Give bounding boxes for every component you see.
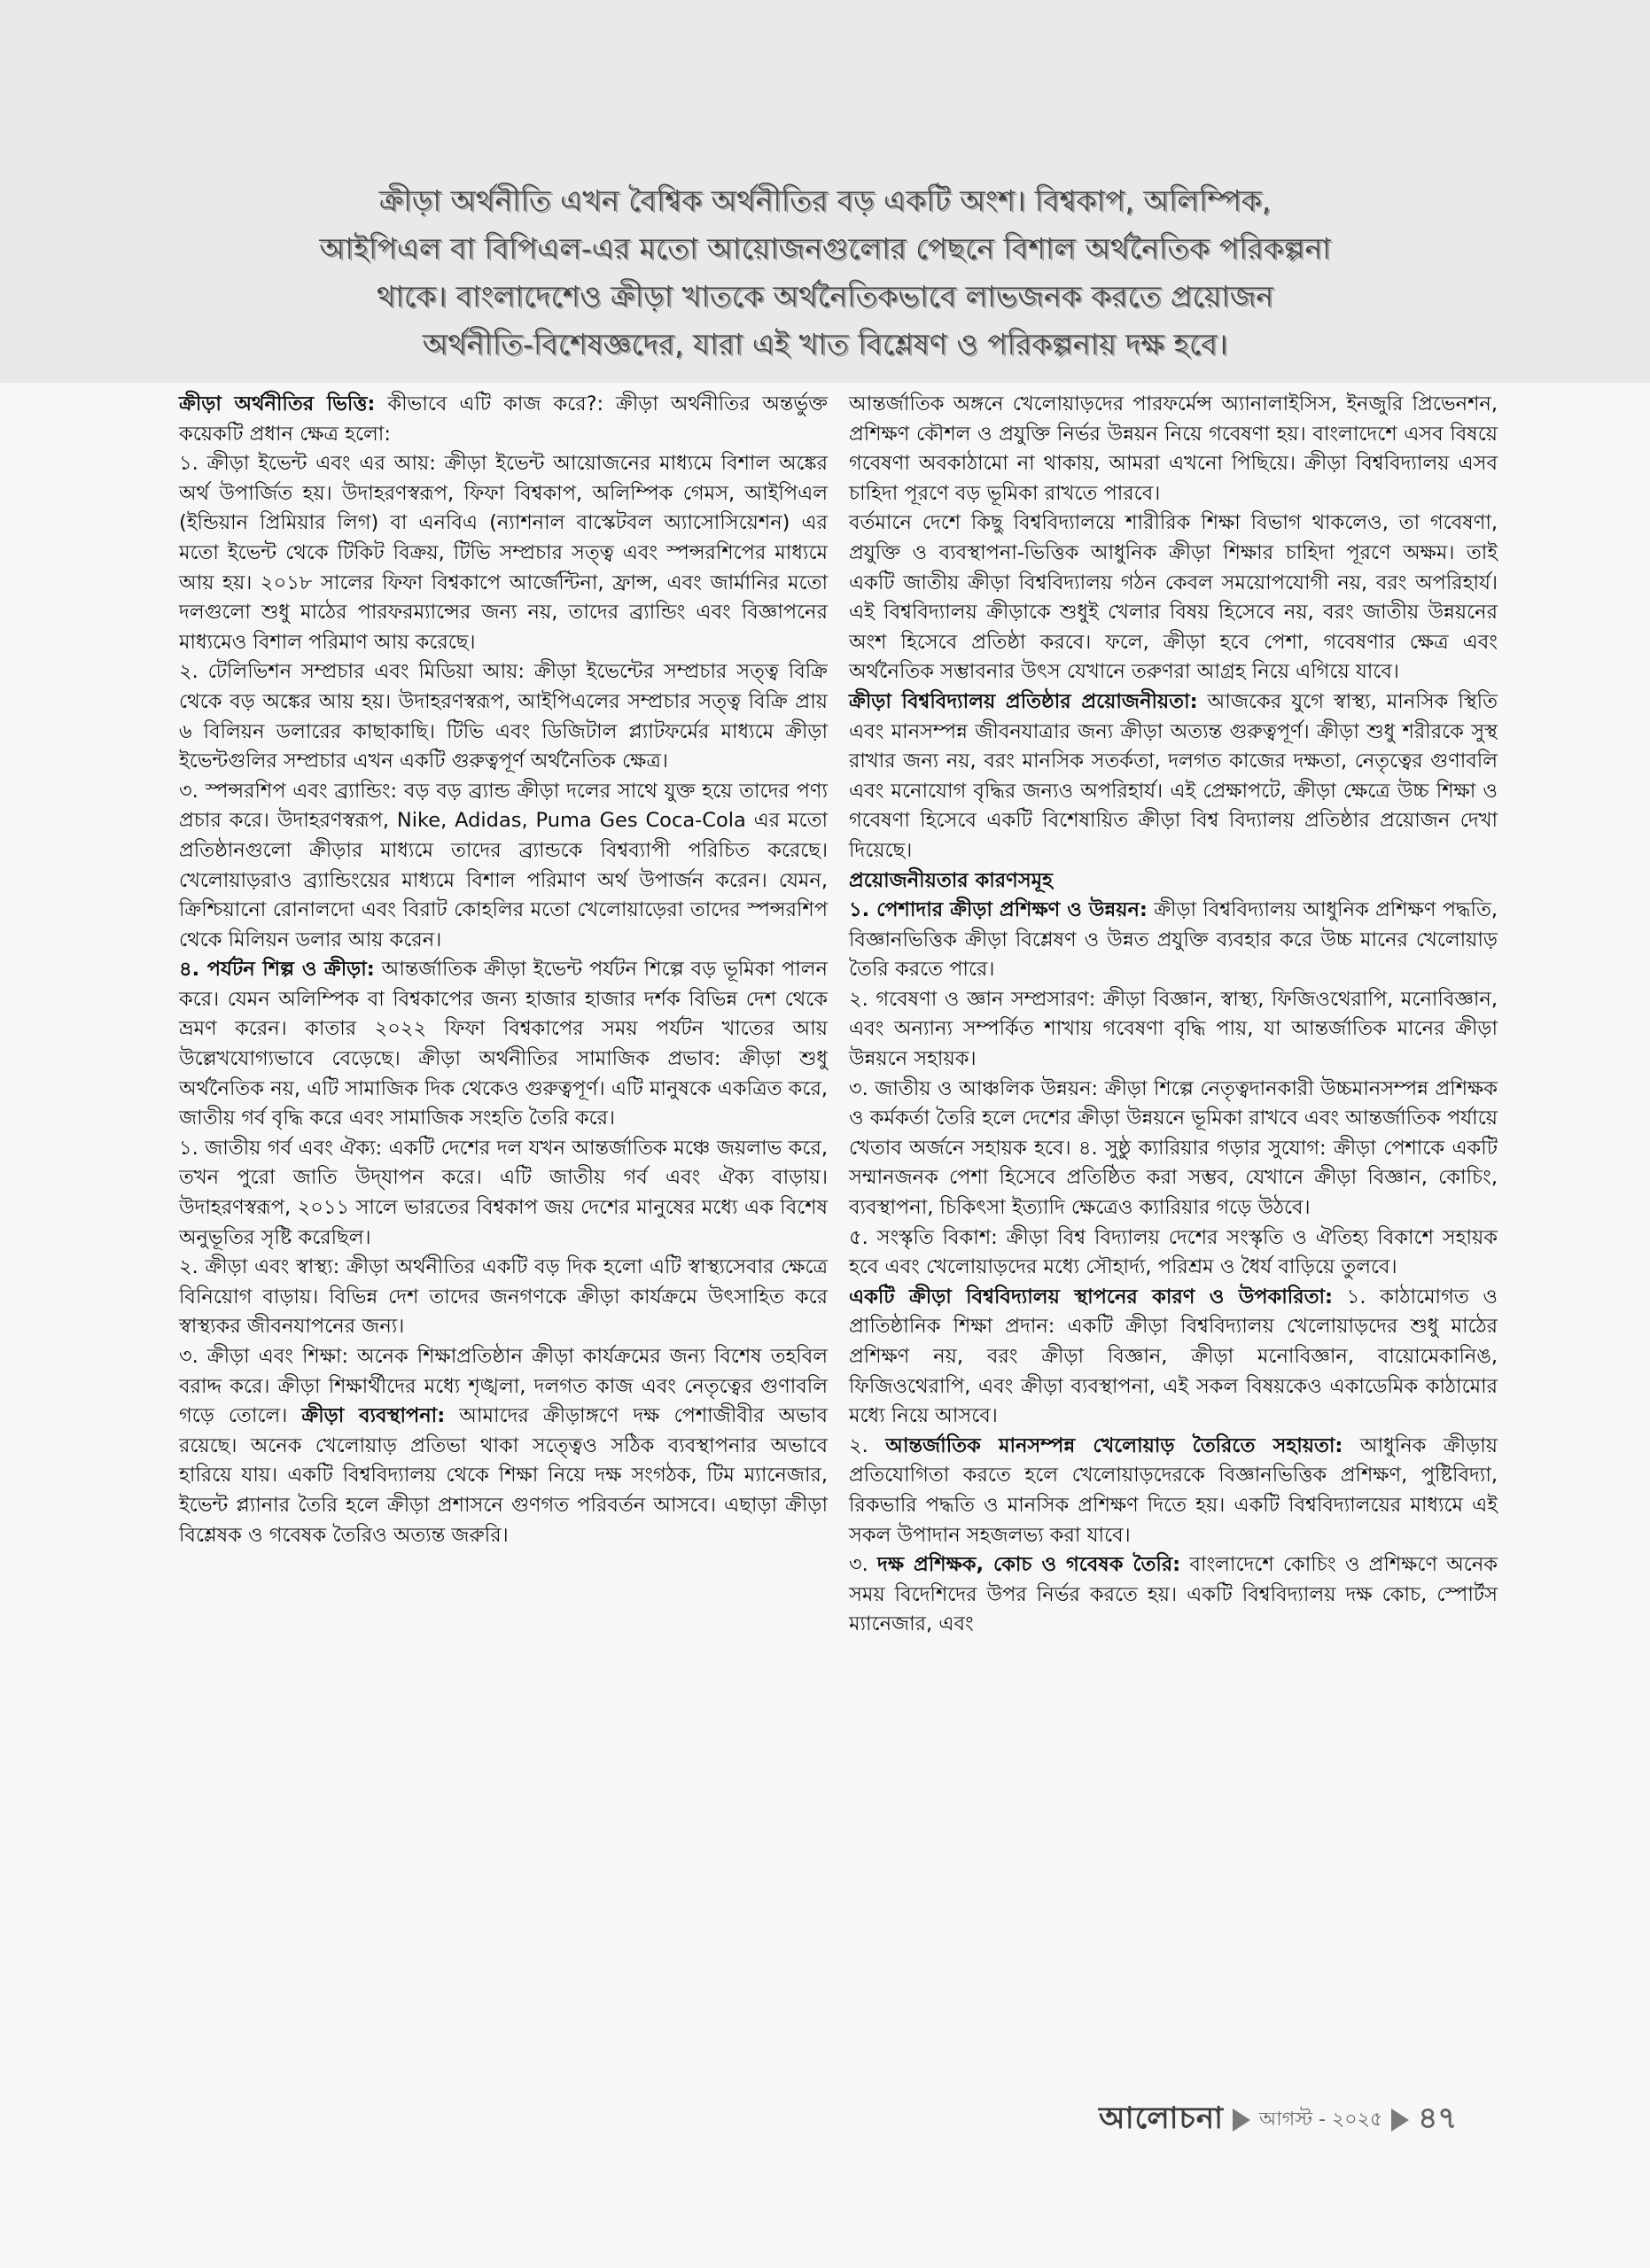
deck-line: থাকে। বাংলাদেশেও ক্রীড়া খাতকে অর্থনৈতিকভাবে লাভজনক করতে প্রয়োজন bbox=[376, 279, 1274, 314]
issue-date: আগস্ট - ২০২৫ bbox=[1259, 2108, 1383, 2131]
paragraph bbox=[179, 955, 828, 1134]
magazine-logo: আলোচনা bbox=[1099, 2100, 1225, 2136]
paragraph bbox=[849, 896, 1498, 985]
deck-line: ক্রীড়া অর্থনীতি এখন বৈশ্বিক অর্থনীতির বড় একটি অংশ। বিশ্বকাপ, অলিম্পিক, bbox=[378, 183, 1272, 218]
paragraph-text: ক্রীড়া বিশ্ববিদ্যালয় আধুনিক প্রশিক্ষণ পদ্ধতি, বিজ্ঞানভিত্তিক ক্রীড়া বিশ্লেষণ ও উন্নত প্রযুক্তি ব্যবহার করে উচ্চ মানের খেলোয়াড় তৈরি করতে পারে। bbox=[849, 898, 1498, 982]
page-number: ৪৭ bbox=[1418, 2100, 1458, 2136]
paragraph-text: ১. কাঠামোগত ও প্রাতিষ্ঠানিক শিক্ষা প্রদান: একটি ক্রীড়া বিশ্ববিদ্যালয় খেলোয়াড়দের শুধু মাঠের প্রশিক্ষণ নয়, বরং ক্রীড়া বিজ্ঞান, ক্রীড়া মনোবিজ্ঞান, বায়োমেকানিঙ, ফিজিওথেরাপি, এবং ক্রীড়া ব্যবস্থাপনা, এই সকল বিষয়কেও একাডেমিক কাঠামোর মধ্যে নিয়ে আসবে। bbox=[849, 1285, 1498, 1428]
right-column bbox=[849, 390, 1498, 1640]
paragraph-text: বাংলাদেশে কোচিং ও প্রশিক্ষণে অনেক সময় বিদেশিদের উপর নির্ভর করতে হয়। একটি বিশ্ববিদ্যালয় দক্ষ কোচ, স্পোর্টস ম্যানেজার, এবং bbox=[849, 1553, 1498, 1636]
paragraph bbox=[849, 866, 1498, 897]
deck-text bbox=[222, 177, 1428, 369]
paragraph: ৩. জাতীয় ও আঞ্চলিক উন্নয়ন: ক্রীড়া শিল্পে নেতৃত্বদানকারী উচ্চমানসম্পন্ন প্রশিক্ষক ও কর্মকর্তা তৈরি হলে দেশের ক্রীড়া উন্নয়নে ভূমিকা রাখবে এবং আন্তর্জাতিক পর্যায়ে খেতাব অর্জনে সহায়ক হবে। ৪. সুষ্ঠু ক্যারিয়ার গড়ার সুযোগ: ক্রীড়া পেশাকে একটি সম্মানজনক পেশা হিসেবে প্রতিষ্ঠিত করা সম্ভব, যেখানে ক্রীড়া বিজ্ঞান, কোচিং, ব্যবস্থাপনা, চিকিৎসা ইত্যাদি ক্ষেত্রেও ক্যারিয়ার গড়ে উঠবে। bbox=[849, 1076, 1498, 1220]
triangle-right-icon bbox=[1233, 2109, 1250, 2132]
paragraph-text: ৩. ক্রীড়া এবং শিক্ষা: অনেক শিক্ষাপ্রতিষ্ঠান ক্রীড়া কার্যক্রমের জন্য বিশেষ তহবিল বরাদ্দ করে। ক্রীড়া শিক্ষার্থীদের মধ্যে শৃঙ্খলা, দলগত কাজ এবং নেতৃত্বের গুণাবলি গড়ে তোলে। bbox=[179, 1345, 828, 1428]
deck-banner bbox=[0, 0, 1650, 383]
section-heading: আন্তর্জাতিক মানসম্পন্ন খেলোয়াড় তৈরিতে সহায়তা: bbox=[885, 1433, 1343, 1457]
paragraph: ২. টেলিভিশন সম্প্রচার এবং মিডিয়া আয়: ক্রীড়া ইভেন্টের সম্প্রচার সত্ত্ব বিক্রি থেকে বড় অঙ্কের আয় হয়। উদাহরণস্বরূপ, আইপিএলের সম্প্রচার সত্ত্ব বিক্রি প্রায় ৬ বিলিয়ন ডলারের কাছাকাছি। টিভি এবং ডিজিটাল প্ল্যাটফর্মের মাধ্যমে ক্রীড়া ইভেন্টগুলির সম্প্রচার এখন একটি গুরুত্বপূর্ণ অর্থনৈতিক ক্ষেত্র। bbox=[179, 660, 828, 773]
paragraph bbox=[179, 390, 828, 449]
page-footer bbox=[1099, 2098, 1506, 2142]
paragraph: ১. জাতীয় গর্ব এবং ঐক্য: একটি দেশের দল যখন আন্তর্জাতিক মঞ্চে জয়লাভ করে, তখন পুরো জাতি উদ্‌যাপন করে। এটি জাতীয় গর্ব এবং ঐক্য বাড়ায়। উদাহরণস্বরূপ, ২০১১ সালে ভারতের বিশ্বকাপ জয় দেশের মানুষের মধ্যে এক বিশেষ অনুভূতির সৃষ্টি করেছিল। bbox=[179, 1136, 828, 1249]
paragraph bbox=[849, 1550, 1498, 1640]
paragraph: ৫. সংস্কৃতি বিকাশ: ক্রীড়া বিশ্ব বিদ্যালয় দেশের সংস্কৃতি ও ঐতিহ্য বিকাশে সহায়ক হবে এবং খেলোয়াড়দের মধ্যে সৌহার্দ্য, পরিশ্রম ও ধৈর্য বাড়িয়ে তুলবে। bbox=[849, 1225, 1498, 1279]
section-heading: ক্রীড়া অর্থনীতির ভিত্তি: bbox=[179, 392, 376, 416]
left-column bbox=[179, 390, 828, 1550]
section-heading: প্রয়োজনীয়তার কারণসমূহ bbox=[849, 868, 1053, 892]
deck-line: আইপিএল বা বিপিএল-এর মতো আয়োজনগুলোর পেছনে বিশাল অর্থনৈতিক পরিকল্পনা bbox=[319, 231, 1331, 266]
triangle-right-icon bbox=[1391, 2109, 1409, 2132]
paragraph bbox=[849, 1432, 1498, 1550]
paragraph: ১. ক্রীড়া ইভেন্ট এবং এর আয়: ক্রীড়া ইভেন্ট আয়োজনের মাধ্যমে বিশাল অঙ্কের অর্থ উপার্জিত হয়। উদাহরণস্বরূপ, ফিফা বিশ্বকাপ, অলিম্পিক গেমস, আইপিএল (ইন্ডিয়ান প্রিমিয়ার লিগ) বা এনবিএ (ন্যাশনাল বাস্কেটবল অ্যাসোসিয়েশন) এর মতো ইভেন্ট থেকে টিকিট বিক্রয়, টিভি সম্প্রচার সত্ত্ব এবং স্পন্সরশিপের মাধ্যমে আয় হয়। ২০১৮ সালের ফিফা বিশ্বকাপে আর্জেন্টিনা, ফ্রান্স, এবং জার্মানির মতো দলগুলো শুধু মাঠের পারফরম্যান্সের জন্য নয়, তাদের ব্র্যান্ডিং এবং বিজ্ঞাপনের মাধ্যমেও বিশাল পরিমাণ আয় করেছে। bbox=[179, 452, 828, 654]
paragraph bbox=[849, 687, 1498, 866]
paragraph-text: আমাদের ক্রীড়াঙ্গণে দক্ষ পেশাজীবীর অভাব রয়েছে। অনেক খেলোয়াড় প্রতিভা থাকা সত্ত্বেও সঠিক ব্যবস্থাপনার অভাবে হারিয়ে যায়। একটি বিশ্ববিদ্যালয় থেকে শিক্ষা নিয়ে দক্ষ সংগঠক, টিম ম্যানেজার, ইভেন্ট প্ল্যানার তৈরি হলে ক্রীড়া প্রশাসনে গুণগত পরিবর্তন আসবে। এছাড়া ক্রীড়া বিশ্লেষক ও গবেষক তৈরিও অত্যন্ত জরুরি। bbox=[179, 1404, 828, 1547]
section-heading: একটি ক্রীড়া বিশ্ববিদ্যালয় স্থাপনের কারণ ও উপকারিতা: bbox=[849, 1285, 1334, 1309]
paragraph: ৩. স্পন্সরশিপ এবং ব্র্যান্ডিং: বড় বড় ব্র্যান্ড ক্রীড়া দলের সাথে যুক্ত হয়ে তাদের পণ্য প্রচার করে। উদাহরণস্বরূপ, Nike, Adidas, Puma Ges Coca-Cola এর মতো প্রতিষ্ঠানগুলো ক্রীড়ার মাধ্যমে তাদের ব্র্যান্ডকে বিশ্বব্যাপী পরিচিত করেছে। খেলোয়াড়রাও ব্র্যান্ডিংয়ের মাধ্যমে বিশাল পরিমাণ অর্থ উপার্জন করেন। যেমন, ক্রিশ্চিয়ানো রোনালদো এবং বিরাট কোহলির মতো খেলোয়াড়েরা তাদের স্পন্সরশিপ থেকে মিলিয়ন ডলার আয় করেন। bbox=[179, 779, 828, 951]
paragraph-text: আজকের যুগে স্বাস্থ্য, মানসিক স্থিতি এবং মানসম্পন্ন জীবনযাত্রার জন্য ক্রীড়া অত্যন্ত গুরুত্বপূর্ণ। ক্রীড়া শুধু শরীরকে সুস্থ রাখার জন্য নয়, বরং মানসিক সতর্কতা, দলগত কাজের দক্ষতা, নেতৃত্বের গুণাবলি এবং মনোযোগ বৃদ্ধির জন্যও অপরিহার্য। এই প্রেক্ষাপটে, ক্রীড়া ক্ষেত্রে উচ্চ শিক্ষা ও গবেষণা হিসেবে একটি বিশেষায়িত ক্রীড়া বিশ্ব বিদ্যালয় প্রতিষ্ঠার প্রয়োজন দেখা দিয়েছে। bbox=[849, 689, 1498, 862]
list-number: ৩. bbox=[849, 1553, 878, 1577]
section-heading: ক্রীড়া বিশ্ববিদ্যালয় প্রতিষ্ঠার প্রয়োজনীয়তা: bbox=[849, 689, 1198, 713]
paragraph: ২. গবেষণা ও জ্ঞান সম্প্রসারণ: ক্রীড়া বিজ্ঞান, স্বাস্থ্য, ফিজিওথেরাপি, মনোবিজ্ঞান, এবং অন্যান্য সম্পর্কিত শাখায় গবেষণা বৃদ্ধি পায়, যা আন্তর্জাতিক মানের ক্রীড়া উন্নয়নে সহায়ক। bbox=[849, 987, 1498, 1071]
section-heading: ৪. পর্যটন শিল্প ও ক্রীড়া: bbox=[179, 958, 375, 982]
paragraph: আন্তর্জাতিক অঙ্গনে খেলোয়াড়দের পারফর্মেন্স অ্যানালাইসিস, ইনজুরি প্রিভেনশন, প্রশিক্ষণ কৌশল ও প্রযুক্তি নির্ভর উন্নয়ন নিয়ে গবেষণা হয়। বাংলাদেশে এসব বিষয়ে গবেষণা অবকাঠামো না থাকায়, আমরা এখনো পিছিয়ে। ক্রীড়া বিশ্ববিদ্যালয় এসব চাহিদা পূরণে বড় ভূমিকা রাখতে পারবে। bbox=[849, 392, 1498, 505]
paragraph: ২. ক্রীড়া এবং স্বাস্থ্য: ক্রীড়া অর্থনীতির একটি বড় দিক হলো এটি স্বাস্থ্যসেবার ক্ষেত্রে বিনিয়োগ বাড়ায়। বিভিন্ন দেশ তাদের জনগণকে ক্রীড়া কার্যক্রমে উৎসাহিত করে স্বাস্থ্যকর জীবনযাপনের জন্য। bbox=[179, 1255, 828, 1339]
paragraph: বর্তমানে দেশে কিছু বিশ্ববিদ্যালয়ে শারীরিক শিক্ষা বিভাগ থাকলেও, তা গবেষণা, প্রযুক্তি ও ব্যবস্থাপনা-ভিত্তিক আধুনিক ক্রীড়া শিক্ষার চাহিদা পূরণে অক্ষম। তাই একটি জাতীয় ক্রীড়া বিশ্ববিদ্যালয় গঠন কেবল সময়োপযোগী নয়, বরং অপরিহার্য। এই বিশ্ববিদ্যালয় ক্রীড়াকে শুধুই খেলার বিষয় হিসেবে নয়, বরং জাতীয় উন্নয়নের অংশ হিসেবে প্রতিষ্ঠা করবে। ফলে, ক্রীড়া হবে পেশা, গবেষণার ক্ষেত্র এবং অর্থনৈতিক সম্ভাবনার উৎস যেখানে তরুণরা আগ্রহ নিয়ে এগিয়ে যাবে। bbox=[849, 511, 1498, 684]
paragraph bbox=[179, 1342, 828, 1550]
paragraph-text: আন্তর্জাতিক ক্রীড়া ইভেন্ট পর্যটন শিল্পে বড় ভূমিকা পালন করে। যেমন অলিম্পিক বা বিশ্বকাপের জন্য হাজার হাজার দর্শক বিভিন্ন দেশ থেকে ভ্রমণ করেন। কাতার ২০২২ ফিফা বিশ্বকাপের সময় পর্যটন খাতের আয় উল্লেখযোগ্যভাবে বেড়েছে। ক্রীড়া অর্থনীতির সামাজিক প্রভাব: ক্রীড়া শুধু অর্থনৈতিক নয়, এটি সামাজিক দিক থেকেও গুরুত্বপূর্ণ। এটি মানুষকে একত্রিত করে, জাতীয় গর্ব বৃদ্ধি করে এবং সামাজিক সংহতি তৈরি করে। bbox=[179, 958, 829, 1130]
deck-line: অর্থনীতি-বিশেষজ্ঞদের, যারা এই খাত বিশ্লেষণ ও পরিকল্পনায় দক্ষ হবে। bbox=[422, 327, 1228, 361]
paragraph-text: আধুনিক ক্রীড়ায় প্রতিযোগিতা করতে হলে খেলোয়াড়দেরকে বিজ্ঞানভিত্তিক প্রশিক্ষণ, পুষ্টিবিদ্যা, রিকভারি পদ্ধতি ও মানসিক প্রশিক্ষণ দিতে হয়। একটি বিশ্ববিদ্যালয়ের মাধ্যমে এই সকল উপাদান সহজলভ্য করা যাবে। bbox=[849, 1433, 1498, 1547]
section-heading: ক্রীড়া ব্যবস্থাপনা: bbox=[301, 1404, 446, 1428]
section-heading: ১. পেশাদার ক্রীড়া প্রশিক্ষণ ও উন্নয়ন: bbox=[849, 898, 1148, 922]
paragraph bbox=[849, 1283, 1498, 1432]
section-heading: দক্ষ প্রশিক্ষক, কোচ ও গবেষক তৈরি: bbox=[877, 1553, 1181, 1577]
paragraph-text: কীভাবে এটি কাজ করে?: ক্রীড়া অর্থনীতির অন্তর্ভুক্ত কয়েকটি প্রধান ক্ষেত্র হলো: bbox=[179, 392, 829, 446]
list-number: ২. bbox=[849, 1433, 886, 1457]
